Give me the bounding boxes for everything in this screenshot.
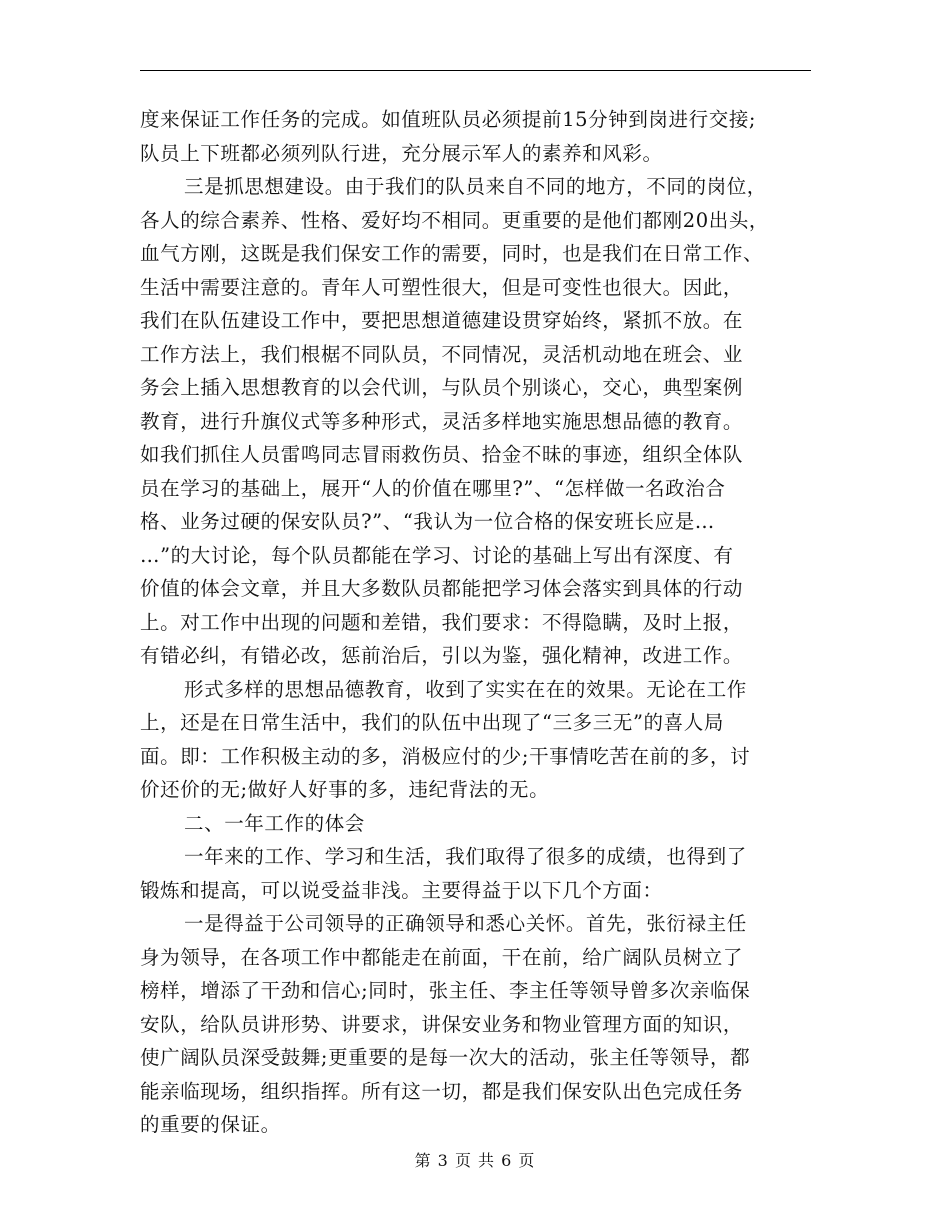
text-line: 一是得益于公司领导的正确领导和悉心关怀。首先，张衍禄主任 [184, 912, 747, 935]
text-line: 三是抓思想建设。由于我们的队员来自不同的地方，不同的岗位， [184, 175, 767, 198]
header-rule [140, 70, 811, 71]
text-line: …”的大讨论，每个队员都能在学习、讨论的基础上写出有深度、有 [140, 543, 734, 567]
text-line: 格、业务过硬的保安队员?”、“我认为一位合格的保安班长应是… [140, 510, 715, 533]
text-line: 队员上下班都必须列队行进，充分展示军人的素养和风彩。 [140, 141, 663, 165]
text-line: 身为领导，在各项工作中都能走在前面，干在前，给广阔队员树立了 [140, 945, 744, 969]
text-line: 价还价的无;做好人好事的多，违纪背法的无。 [140, 778, 550, 801]
text-line: 锻炼和提高，可以说受益非浅。主要得益于以下几个方面： [140, 878, 663, 902]
text-line: 二、一年工作的体会 [184, 811, 365, 835]
text-line: 有错必纠，有错必改，惩前治后，引以为鉴，强化精神，改进工作。 [140, 644, 744, 667]
text-line: 生活中需要注意的。青年人可塑性很大，但是可变性也很大。因此， [140, 275, 744, 299]
text-line: 我们在队伍建设工作中，要把思想道德建设贯穿始终，紧抓不放。在 [140, 309, 744, 332]
text-line: 面。即：工作积极主动的多，消极应付的少;干事情吃苦在前的多，讨 [140, 744, 751, 768]
text-line: 各人的综合素养、性格、爱好均不相同。更重要的是他们都刚20出头， [140, 208, 770, 232]
text-line: 的重要的保证。 [140, 1113, 281, 1136]
text-line: 形式多样的思想品德教育，收到了实实在在的效果。无论在工作 [184, 677, 747, 701]
text-line: 教育，进行升旗仪式等多种形式，灵活多样地实施思想品德的教育。 [140, 409, 744, 433]
text-line: 度来保证工作任务的完成。如值班队员必须提前15分钟到岗进行交接; [140, 108, 757, 131]
text-line: 榜样，增添了干劲和信心;同时，张主任、李主任等领导曾多次亲临保 [140, 979, 751, 1002]
text-line: 上，还是在日常生活中，我们的队伍中出现了“三多三无”的喜人局 [140, 711, 724, 734]
text-line: 价值的体会文章，并且大多数队员都能把学习体会落实到具体的行动 [140, 577, 744, 600]
text-line: 能亲临现场，组织指挥。所有这一切，都是我们保安队出色完成任务 [140, 1079, 744, 1103]
text-line: 务会上插入思想教育的以会代训，与队员个别谈心，交心，典型案例 [140, 376, 744, 399]
text-line: 上。对工作中出现的问题和差错，我们要求：不得隐瞒，及时上报， [140, 610, 744, 634]
text-line: 使广阔队员深受鼓舞;更重要的是每一次大的活动，张主任等领导，都 [140, 1046, 751, 1069]
text-line: 员在学习的基础上，展开“人的价值在哪里?”、“怎样做一名政治合 [140, 476, 726, 500]
document-body [140, 103, 820, 1142]
text-line: 工作方法上，我们根椐不同队员，不同情况，灵活机动地在班会、业 [140, 342, 744, 366]
text-line: 如我们抓住人员雷鸣同志冒雨救伤员、拾金不昧的事迹，组织全体队 [140, 443, 744, 466]
page-number: 第 3 页 共 6 页 [414, 1151, 536, 1170]
text-line: 血气方刚，这既是我们保安工作的需要，同时，也是我们在日常工作、 [140, 242, 764, 265]
text-line: 一年来的工作、学习和生活，我们取得了很多的成绩，也得到了 [184, 845, 747, 868]
text-line: 安队，给队员讲形势、讲要求，讲保安业务和物业管理方面的知识， [140, 1012, 744, 1036]
